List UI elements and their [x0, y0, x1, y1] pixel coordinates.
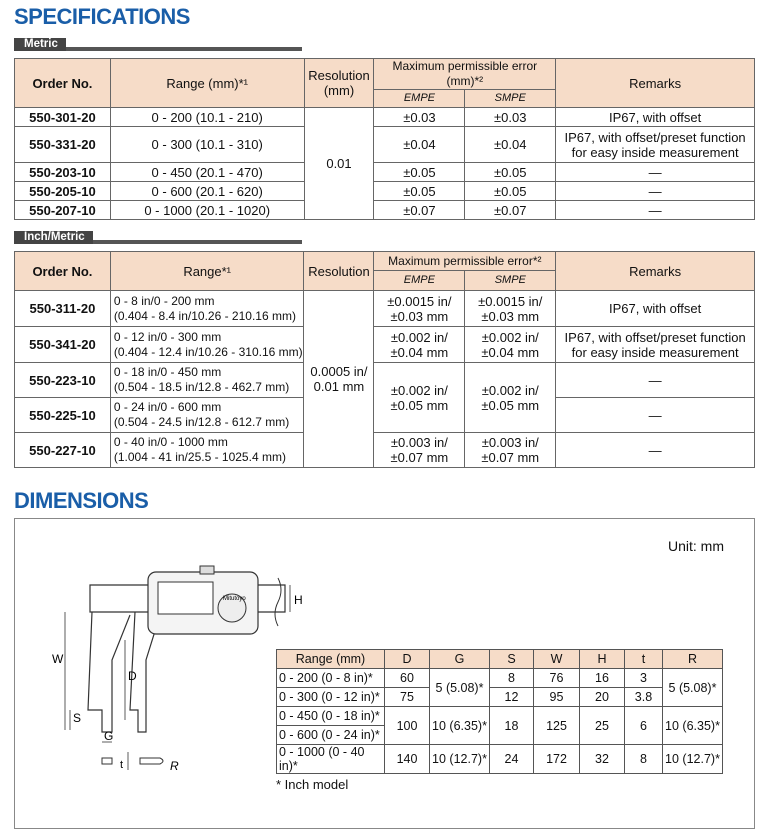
dim-w: 95 [534, 688, 580, 707]
order-no: 550-223-10 [15, 363, 111, 398]
remarks: IP67, with offset [556, 108, 755, 127]
metric-spec-table [14, 58, 755, 220]
caliper-drawing [40, 560, 310, 780]
range: 0 - 300 (10.1 - 310) [110, 127, 304, 163]
table-row [15, 363, 755, 398]
table-row [15, 433, 755, 468]
s-mpe: ±0.05 [465, 182, 556, 201]
header-mpe: Maximum permissible error (mm)*² [374, 59, 556, 90]
dim-t: 8 [625, 745, 663, 774]
e-mpe: ±0.05 [374, 182, 465, 201]
dim-g: 10 (12.7)* [430, 745, 490, 774]
label-w: W [52, 652, 64, 666]
range: 0 - 600 (20.1 - 620) [110, 182, 304, 201]
fixed-jaw [88, 612, 130, 732]
header-resolution: Resolution (mm) [304, 59, 374, 108]
dim-header-s: S [490, 650, 534, 669]
header-range: Range (mm)*¹ [110, 59, 304, 108]
order-no: 550-301-20 [15, 108, 111, 127]
s-mpe: ±0.002 in/ ±0.05 mm [465, 363, 556, 433]
table-row [15, 201, 755, 220]
header-order-no: Order No. [15, 59, 111, 108]
dim-header-r: R [663, 650, 723, 669]
dim-t: 6 [625, 707, 663, 745]
dim-range: 0 - 600 (0 - 24 in)* [277, 726, 385, 745]
e-mpe: ±0.07 [374, 201, 465, 220]
order-no: 550-331-20 [15, 127, 111, 163]
remarks: — [556, 433, 755, 468]
range: 0 - 200 (10.1 - 210) [110, 108, 304, 127]
header-order-no: Order No. [15, 252, 111, 291]
table-row [15, 182, 755, 201]
dim-d: 75 [385, 688, 430, 707]
e-mpe: ±0.002 in/ ±0.05 mm [374, 363, 465, 433]
dim-r: 10 (6.35)* [663, 707, 723, 745]
remarks: IP67, with offset [556, 291, 755, 327]
e-mpe: ±0.0015 in/ ±0.03 mm [374, 291, 465, 327]
remarks: IP67, with offset/preset function for easy inside measurement [556, 127, 755, 163]
cross-section [102, 758, 112, 764]
range: 0 - 18 in/0 - 450 mm (0.504 - 18.5 in/12.8 - 462.7 mm) [110, 363, 304, 398]
table-row [15, 163, 755, 182]
table-row [15, 291, 755, 327]
resolution: 0.0005 in/ 0.01 mm [304, 291, 374, 468]
dim-h: 16 [580, 669, 625, 688]
order-no: 550-207-10 [15, 201, 111, 220]
e-mpe: ±0.03 [374, 108, 465, 127]
dim-d: 140 [385, 745, 430, 774]
e-mpe: ±0.05 [374, 163, 465, 182]
remarks: — [556, 163, 755, 182]
dim-d: 100 [385, 707, 430, 745]
table-row [15, 327, 755, 363]
label-t: t [120, 759, 124, 771]
lcd-display [158, 582, 213, 614]
dim-r: 10 (12.7)* [663, 745, 723, 774]
dim-h: 25 [580, 707, 625, 745]
inch-metric-tab-label: Inch/Metric [14, 231, 93, 244]
range: 0 - 40 in/0 - 1000 mm (1.004 - 41 in/25.5 - 1025.4 mm) [110, 433, 304, 468]
header-range: Range*¹ [110, 252, 304, 291]
brand-logo: Mitutoyo [223, 596, 246, 602]
dim-s: 24 [490, 745, 534, 774]
s-mpe: ±0.05 [465, 163, 556, 182]
inch-spec-table [14, 251, 755, 468]
e-mpe: ±0.002 in/ ±0.04 mm [374, 327, 465, 363]
dim-header-w: W [534, 650, 580, 669]
remarks: — [556, 201, 755, 220]
dim-h: 32 [580, 745, 625, 774]
remarks: — [556, 182, 755, 201]
dim-s: 12 [490, 688, 534, 707]
s-mpe: ±0.003 in/ ±0.07 mm [465, 433, 556, 468]
header-resolution: Resolution [304, 252, 374, 291]
specifications-title: SPECIFICATIONS [14, 4, 190, 29]
table-row [277, 669, 723, 688]
inch-model-footnote: * Inch model [276, 777, 349, 792]
order-no: 550-341-20 [15, 327, 111, 363]
header-remarks: Remarks [556, 252, 755, 291]
dim-d: 60 [385, 669, 430, 688]
s-mpe: ±0.002 in/ ±0.04 mm [465, 327, 556, 363]
dim-s: 18 [490, 707, 534, 745]
dim-t: 3.8 [625, 688, 663, 707]
table-row [15, 127, 755, 163]
range: 0 - 1000 (20.1 - 1020) [110, 201, 304, 220]
header-smpe: SMPE [465, 90, 556, 108]
s-mpe: ±0.04 [465, 127, 556, 163]
label-s: S [73, 711, 82, 725]
dimensions-table [276, 649, 723, 774]
range: 0 - 8 in/0 - 200 mm (0.404 - 8.4 in/10.26 - 210.16 mm) [110, 291, 304, 327]
e-mpe: ±0.003 in/ ±0.07 mm [374, 433, 465, 468]
header-smpe: SMPE [465, 271, 556, 291]
metric-tab [14, 38, 302, 51]
range: 0 - 12 in/0 - 300 mm (0.404 - 12.4 in/10.26 - 310.16 mm) [110, 327, 304, 363]
dim-h: 20 [580, 688, 625, 707]
header-empe: EMPE [374, 271, 465, 291]
s-mpe: ±0.03 [465, 108, 556, 127]
table-row [277, 688, 723, 707]
header-empe: EMPE [374, 90, 465, 108]
dim-header-range: Range (mm) [277, 650, 385, 669]
s-mpe: ±0.0015 in/ ±0.03 mm [465, 291, 556, 327]
dim-g: 10 (6.35)* [430, 707, 490, 745]
dim-w: 125 [534, 707, 580, 745]
order-no: 550-311-20 [15, 291, 111, 327]
header-mpe: Maximum permissible error*² [374, 252, 556, 271]
dim-header-d: D [385, 650, 430, 669]
label-r: R [170, 759, 179, 773]
s-mpe: ±0.07 [465, 201, 556, 220]
e-mpe: ±0.04 [374, 127, 465, 163]
dim-s: 8 [490, 669, 534, 688]
dim-r: 5 (5.08)* [663, 669, 723, 707]
dim-range: 0 - 200 (0 - 8 in)* [277, 669, 385, 688]
table-row [15, 108, 755, 127]
thumb-roller [200, 566, 214, 574]
range: 0 - 24 in/0 - 600 mm (0.504 - 24.5 in/12.8 - 612.7 mm) [110, 398, 304, 433]
dim-header-h: H [580, 650, 625, 669]
dimensions-title: DIMENSIONS [14, 488, 149, 513]
dim-range: 0 - 450 (0 - 18 in)* [277, 707, 385, 726]
order-no: 550-205-10 [15, 182, 111, 201]
range: 0 - 450 (20.1 - 470) [110, 163, 304, 182]
remarks: — [556, 398, 755, 433]
inch-metric-tab [14, 231, 302, 244]
table-row [277, 707, 723, 726]
label-g: G [104, 729, 114, 743]
order-no: 550-227-10 [15, 433, 111, 468]
order-no: 550-225-10 [15, 398, 111, 433]
remarks: — [556, 363, 755, 398]
dim-header-t: t [625, 650, 663, 669]
dim-w: 172 [534, 745, 580, 774]
header-remarks: Remarks [556, 59, 755, 108]
dim-range: 0 - 300 (0 - 12 in)* [277, 688, 385, 707]
resolution: 0.01 [304, 108, 374, 220]
dim-t: 3 [625, 669, 663, 688]
label-d: D [128, 669, 137, 683]
label-h: H [294, 593, 303, 607]
order-no: 550-203-10 [15, 163, 111, 182]
table-row [277, 745, 723, 774]
metric-tab-label: Metric [14, 38, 66, 51]
remarks: IP67, with offset/preset function for easy inside measurement [556, 327, 755, 363]
dim-g: 5 (5.08)* [430, 669, 490, 707]
dim-header-g: G [430, 650, 490, 669]
dim-w: 76 [534, 669, 580, 688]
unit-label: Unit: mm [668, 538, 724, 554]
dim-range: 0 - 1000 (0 - 40 in)* [277, 745, 385, 774]
